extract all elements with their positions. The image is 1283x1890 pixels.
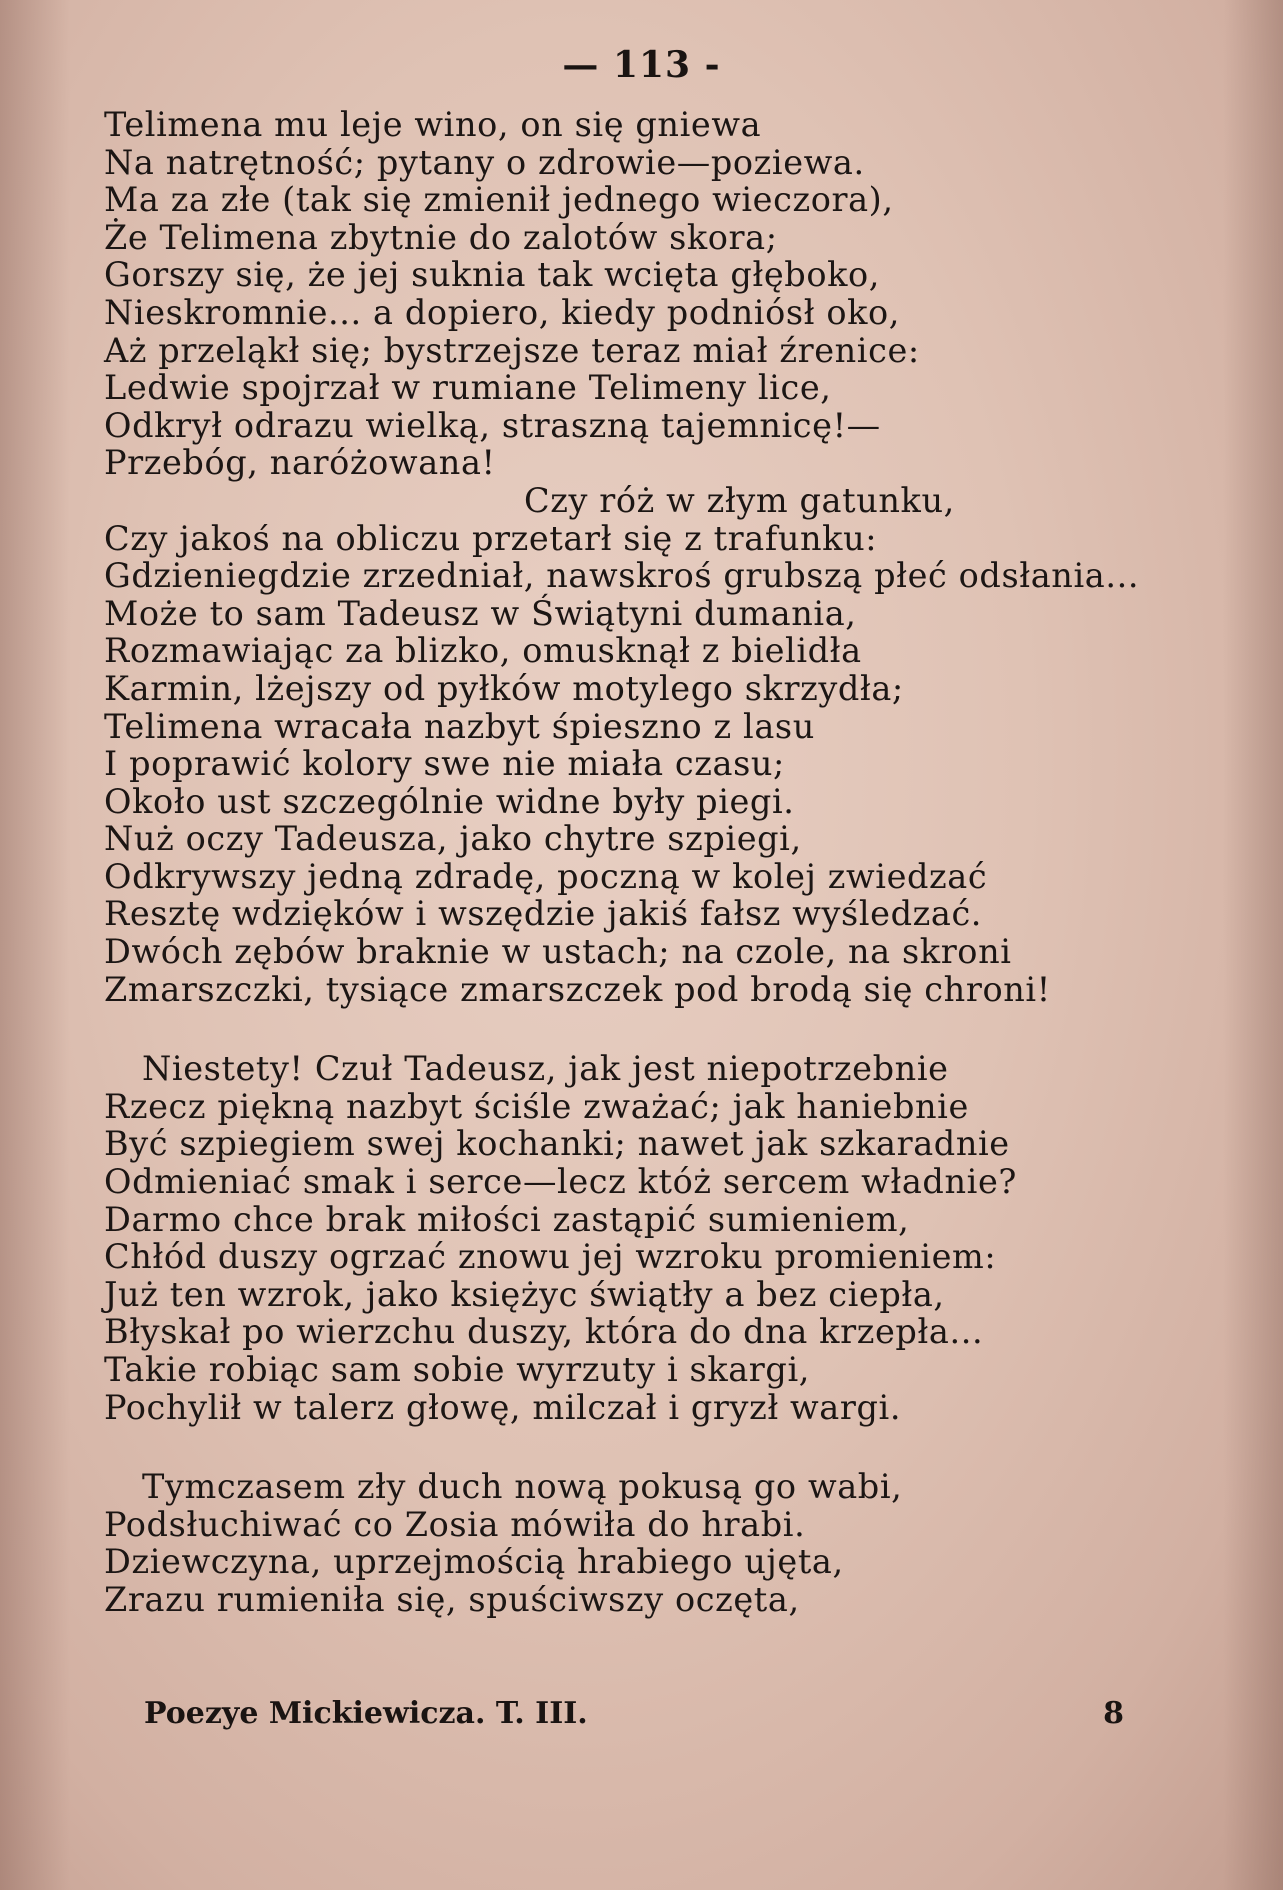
edge-shadow bbox=[1223, 0, 1283, 1890]
verse-line: Ma za złe (tak się zmienił jednego wieczora), bbox=[104, 180, 894, 220]
verse-line: Może to sam Tadeusz w Świątyni dumania, bbox=[104, 593, 857, 633]
verse-line: Pochylił w talerz głowę, milczał i gryzł wargi. bbox=[104, 1387, 902, 1427]
verse-line: Na natrętność; pytany o zdrowie—poziewa. bbox=[104, 142, 865, 182]
verse-line: I poprawić kolory swe nie miała czasu; bbox=[104, 744, 785, 784]
verse-line: Takie robiąc sam sobie wyrzuty i skargi, bbox=[104, 1350, 811, 1389]
verse-line: Odmieniać smak i serce—lecz któż sercem władnie? bbox=[104, 1162, 1017, 1202]
footer-title: Poezye Mickiewicza. T. III. bbox=[144, 1696, 588, 1731]
page-footer bbox=[144, 1696, 1124, 1731]
stanza-break bbox=[104, 1426, 1164, 1468]
page-number-header: — 113 - bbox=[562, 44, 721, 86]
verse-line: Dziewczyna, uprzejmością hrabiego ujęta, bbox=[104, 1542, 844, 1582]
verse-line: Gorszy się, że jej suknia tak wcięta głęboko, bbox=[104, 255, 881, 295]
verse-line: Gdzieniegdzie zrzedniał, nawskroś grubszą płeć odsłania... bbox=[104, 556, 1140, 596]
verse-line: Zrazu rumieniła się, spuściwszy oczęta, bbox=[104, 1579, 800, 1619]
verse-line: Błyskał po wierzchu duszy, która do dna krzepła... bbox=[104, 1312, 984, 1352]
verse-line: Odkrył odrazu wielką, straszną tajemnicę!— bbox=[104, 405, 881, 445]
verse-line: Podsłuchiwać co Zosia mówiła do hrabi. bbox=[104, 1504, 806, 1544]
verse-line: Ledwie spojrzał w rumiane Telimeny lice, bbox=[104, 368, 832, 408]
verse-line: Zmarszczki, tysiące zmarszczek pod brodą się chroni! bbox=[104, 969, 1051, 1009]
verse-line: Nuż oczy Tadeusza, jako chytre szpiegi, bbox=[104, 819, 802, 859]
verse-line: Przebóg, naróżowana! bbox=[104, 443, 496, 483]
verse-line: Chłód duszy ogrzać znowu jej wzroku promieniem: bbox=[104, 1237, 997, 1277]
stanza-break bbox=[104, 1008, 1164, 1050]
poem-text bbox=[104, 106, 1164, 1619]
verse-line: Odkrywszy jedną zdradę, poczną w kolej zwiedzać bbox=[104, 856, 988, 896]
gutter-shadow bbox=[0, 0, 70, 1890]
verse-line: Aż przeląkł się; bystrzejsze teraz miał źrenice: bbox=[104, 330, 920, 370]
verse-line: Niestety! Czuł Tadeusz, jak jest niepotrzebnie bbox=[142, 1049, 949, 1089]
verse-line: Rozmawiając za blizko, omusknął z bielidła bbox=[104, 631, 862, 671]
verse-line: Dwóch zębów braknie w ustach; na czole, na skroni bbox=[104, 932, 1012, 972]
verse-line: Że Telimena zbytnie do zalotów skora; bbox=[104, 217, 778, 257]
verse-line: Telimena wracała nazbyt śpieszno z lasu bbox=[104, 706, 815, 746]
verse-line-continuation: Czy róż w złym gatunku, bbox=[524, 480, 955, 520]
verse-line: Rzecz piękną nazbyt ściśle zważać; jak haniebnie bbox=[104, 1086, 969, 1126]
verse-line: Już ten wzrok, jako księżyc świątły a bez ciepła, bbox=[104, 1274, 945, 1314]
verse-line: Resztę wdzięków i wszędzie jakiś fałsz wyśledzać. bbox=[104, 894, 983, 934]
verse-line: Darmo chce brak miłości zastąpić sumieniem, bbox=[104, 1199, 910, 1239]
verse-line: Około ust szczególnie widne były piegi. bbox=[104, 781, 795, 821]
verse-line: Telimena mu leje wino, on się gniewa bbox=[104, 105, 762, 144]
verse-line: Nieskromnie... a dopiero, kiedy podniósł oko, bbox=[104, 292, 901, 332]
verse-line: Czy jakoś na obliczu przetarł się z trafunku: bbox=[104, 518, 878, 558]
signature-mark: 8 bbox=[1103, 1696, 1124, 1731]
verse-line: Karmin, lżejszy od pyłków motylego skrzydła; bbox=[104, 668, 904, 708]
verse-line: Być szpiegiem swej kochanki; nawet jak szkaradnie bbox=[104, 1124, 1010, 1164]
verse-line: Tymczasem zły duch nową pokusą go wabi, bbox=[142, 1467, 903, 1507]
